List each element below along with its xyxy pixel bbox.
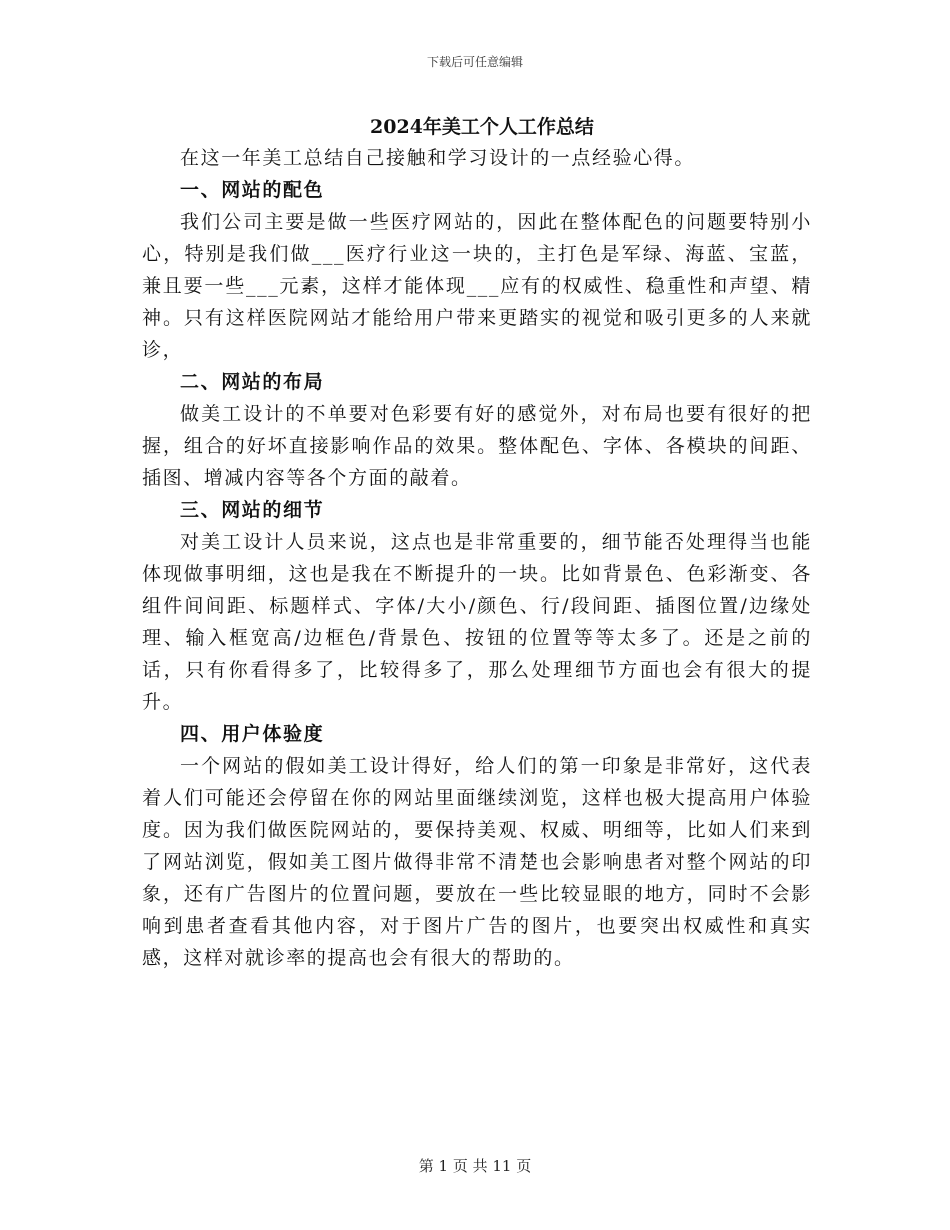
section-body-color: 我们公司主要是做一些医疗网站的，因此在整体配色的问题要特别小心，特别是我们做___医疗行业这一块的，主打色是军绿、海蓝、宝蓝，兼且要一些___元素，这样才能体现___应有的权威性、稳重性和声望、精神。只有这样医院网站才能给用户带来更踏实的视觉和吸引更多的人来就诊，	[142, 211, 812, 361]
page-footer: 第 1 页 共 11 页	[418, 1157, 532, 1175]
section-body-ux: 一个网站的假如美工设计得好，给人们的第一印象是非常好，这代表着人们可能还会停留在你的网站里面继续浏览，这样也极大提高用户体验度。因为我们做医院网站的，要保持美观、权威、明细等，比如人们来到了网站浏览，假如美工图片做得非常不清楚也会影响患者对整个网站的印象，还有广告图片的位置问题，要放在一些比较显眼的地方，同时不会影响到患者查看其他内容，对于图片广告的图片，也要突出权威性和真实感，这样对就诊率的提高也会有很大的帮助的。	[142, 755, 812, 969]
document-title: 2024年美工个人工作总结	[370, 116, 594, 138]
document-body	[142, 112, 812, 974]
section-heading-color: 一、网站的配色	[180, 179, 325, 201]
section-heading-layout: 二、网站的布局	[180, 371, 325, 393]
section-heading-ux: 四、用户体验度	[180, 723, 325, 745]
section-body-details: 对美工设计人员来说，这点也是非常重要的，细节能否处理得当也能体现做事明细，这也是我在不断提升的一块。比如背景色、色彩渐变、各组件间间距、标题样式、字体/大小/颜色、行/段间距、插图位置/边缘处理、输入框宽高/边框色/背景色、按钮的位置等等太多了。还是之前的话，只有你看得多了，比较得多了，那么处理细节方面也会有很大的提升。	[142, 531, 812, 713]
section-body-layout: 做美工设计的不单要对色彩要有好的感觉外，对布局也要有很好的把握，组合的好坏直接影响作品的效果。整体配色、字体、各模块的间距、插图、增减内容等各个方面的敲着。	[142, 403, 812, 489]
intro-paragraph: 在这一年美工总结自己接触和学习设计的一点经验心得。	[180, 147, 696, 169]
page-header: 下载后可任意编辑	[426, 55, 523, 69]
section-heading-details: 三、网站的细节	[180, 499, 325, 521]
